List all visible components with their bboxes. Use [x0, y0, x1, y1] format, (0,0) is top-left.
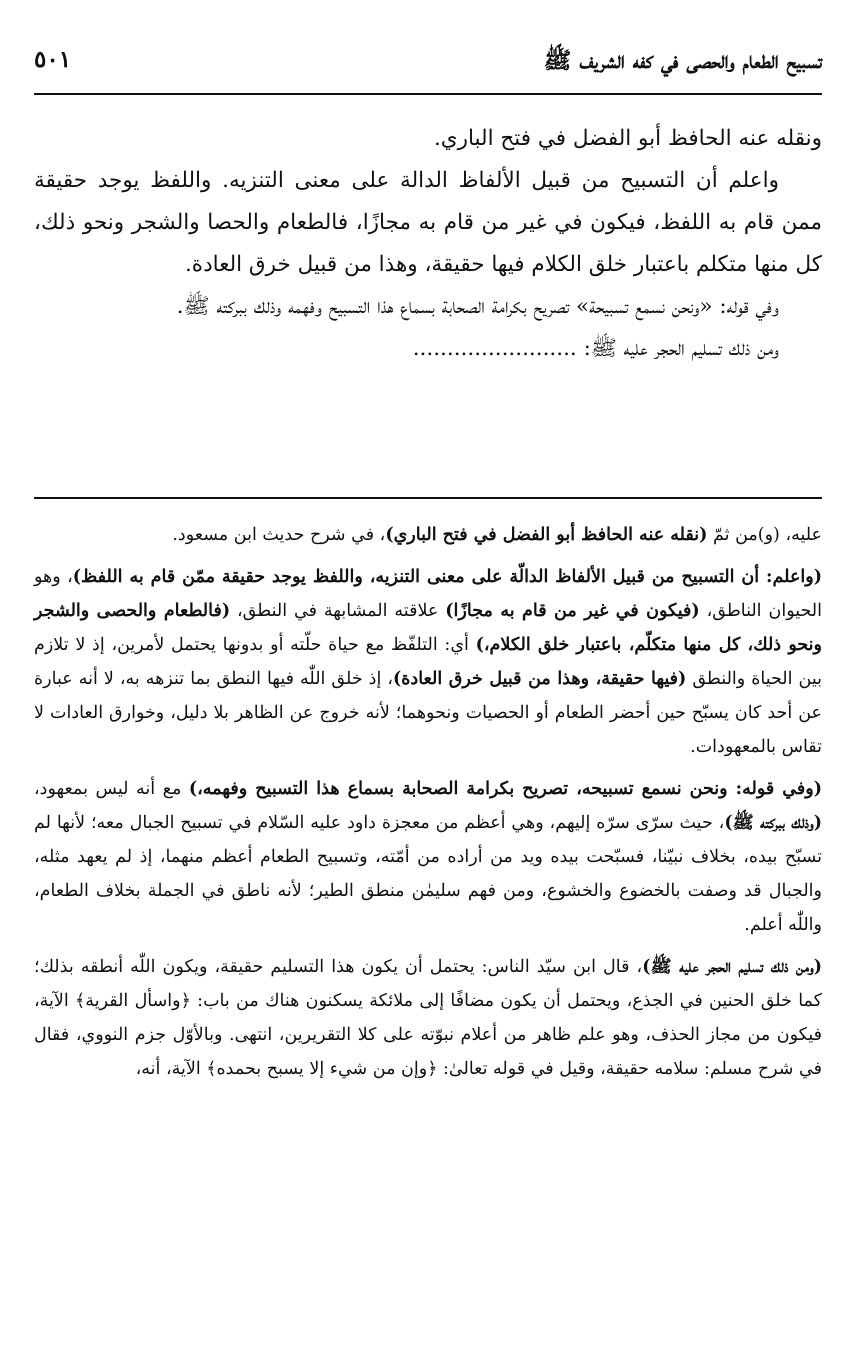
- quoted-matn: (فيها حقيقة، وهذا من قبيل خرق العادة): [392, 669, 687, 689]
- commentary-text: عليه، (و)من ثمّ: [707, 525, 822, 545]
- commentary-text: أي: التلفّظ مع حياة حلّته أو بدونها يحتمل لأمرين، إذ لا تلازم بين الحياة والنطق: [34, 635, 822, 689]
- commentary-paragraph-4: [34, 950, 822, 1086]
- commentary-text: علاقته المشابهة في النطق،: [230, 601, 446, 621]
- main-paragraph-3: وفي قوله: «ونحن نسمع تسبيحة» تصريح بكرامة الصحابة بسماع هذا التسبيح وفهمه وذلك ببركته ﷺ.: [176, 294, 779, 319]
- commentary-text: ، وهو الحيوان الناطق،: [34, 567, 823, 621]
- quoted-matn: (ومن ذلك تسليم الحجر عليه ﷺ): [642, 957, 822, 977]
- running-title: تسبيح الطعام والحصى في كفه الشريف ﷺ: [543, 47, 822, 74]
- commentary-text: مع أنه ليس بمعهود،: [34, 779, 189, 799]
- commentary-text: ، قال ابن سيّد الناس: يحتمل أن يكون هذا التسليم حقيقة، ويكون اللّٰه أنطقه بذلك؛ كما خلق الحنين في الجذع، ويحتمل أن يكون مضافًا إلى ملائكة يسكنون هناك من باب: ﴿واسأل القرية﴾ الآية، فيكون من مجاز الحذف، وهو علم ظاهر من أعلام نبوّته على كلا التقريرين، انتهى. وبالأوّل جزم النووي، فقال في شرح مسلم: سلامه حقيقة، وقيل في قوله تعالىٰ: ﴿وإن من شيء إلا يسبح بحمده﴾ الآية، أنه،: [34, 957, 822, 1079]
- commentary-paragraph-3: [34, 772, 822, 942]
- quoted-matn: (وفي قوله: ونحن نسمع تسبيحه، تصريح بكرامة الصحابة بسماع هذا التسبيح وفهمه،): [188, 779, 822, 799]
- quoted-matn: (فيكون في غير من قام به مجازًا): [445, 601, 700, 621]
- commentary: [34, 518, 822, 1094]
- commentary-text: ، حيث سرّى سرّه إليهم، وهي أعظم من معجزة داود عليه السّلام في تسبيح الجبال معه؛ لأنها لم تسبّح بيده، بخلاف نبيّنا، فسبّحت بيده ويد من أراده من أمّته، وتسبيح الطعام أعظم منهما، إذ لم يعهد مثله، والجبال قد وصفت بالخضوع والخشوع، ومن فهم سليمٰن منطق الطير؛ لأنه ناطق في الجملة بخلاف الطعام، واللّٰه أعلم.: [34, 813, 822, 935]
- main-paragraph-1: ونقله عنه الحافظ أبو الفضل في فتح الباري.: [433, 126, 822, 151]
- main-text: [34, 118, 822, 370]
- section-divider: [34, 497, 822, 499]
- page-number: ٥٠١: [34, 46, 72, 73]
- commentary-text: ، في شرح حديث ابن مسعود.: [172, 525, 386, 545]
- commentary-paragraph-1: [34, 518, 822, 552]
- quoted-matn: (وذلك ببركته ﷺ): [724, 813, 822, 833]
- main-paragraph-4: ومن ذلك تسليم الحجر عليه ﷺ: ........................: [412, 336, 779, 361]
- commentary-text: ، إذ خلق اللّٰه فيها النطق بما تنزهه به، لا أنه عبارة عن أحد كان يسبّح حين أحضر الطعام أو الحصيات ونحوهما؛ لأنه خروج عن الظاهر بلا دليل، وخوارق العادات لا تقاس بالمعهودات.: [34, 669, 822, 757]
- page-header: [34, 40, 822, 86]
- quoted-matn: (واعلم: أن التسبيح من قبيل الألفاظ الدالّة على معنى التنزيه، واللفظ يوجد حقيقة ممّن قام به اللفظ): [72, 567, 822, 587]
- quoted-matn: (فالطعام والحصى والشجر ونحو ذلك، كل منها متكلّم، باعتبار خلق الكلام،): [34, 601, 822, 655]
- quoted-matn: (نقله عنه الحافظ أبو الفضل في فتح الباري): [385, 525, 708, 545]
- commentary-paragraph-2: [34, 560, 822, 764]
- main-paragraph-2: واعلم أن التسبيح من قبيل الألفاظ الدالة على معنى التنزيه. واللفظ يوجد حقيقة ممن قام به اللفظ، فيكون في غير من قام به مجازًا، فالطعام والحصا والشجر ونحو ذلك، كل منها متكلم باعتبار خلق الكلام فيها حقيقة، وهذا من قبيل خرق العادة.: [34, 168, 822, 277]
- header-rule: [34, 93, 822, 95]
